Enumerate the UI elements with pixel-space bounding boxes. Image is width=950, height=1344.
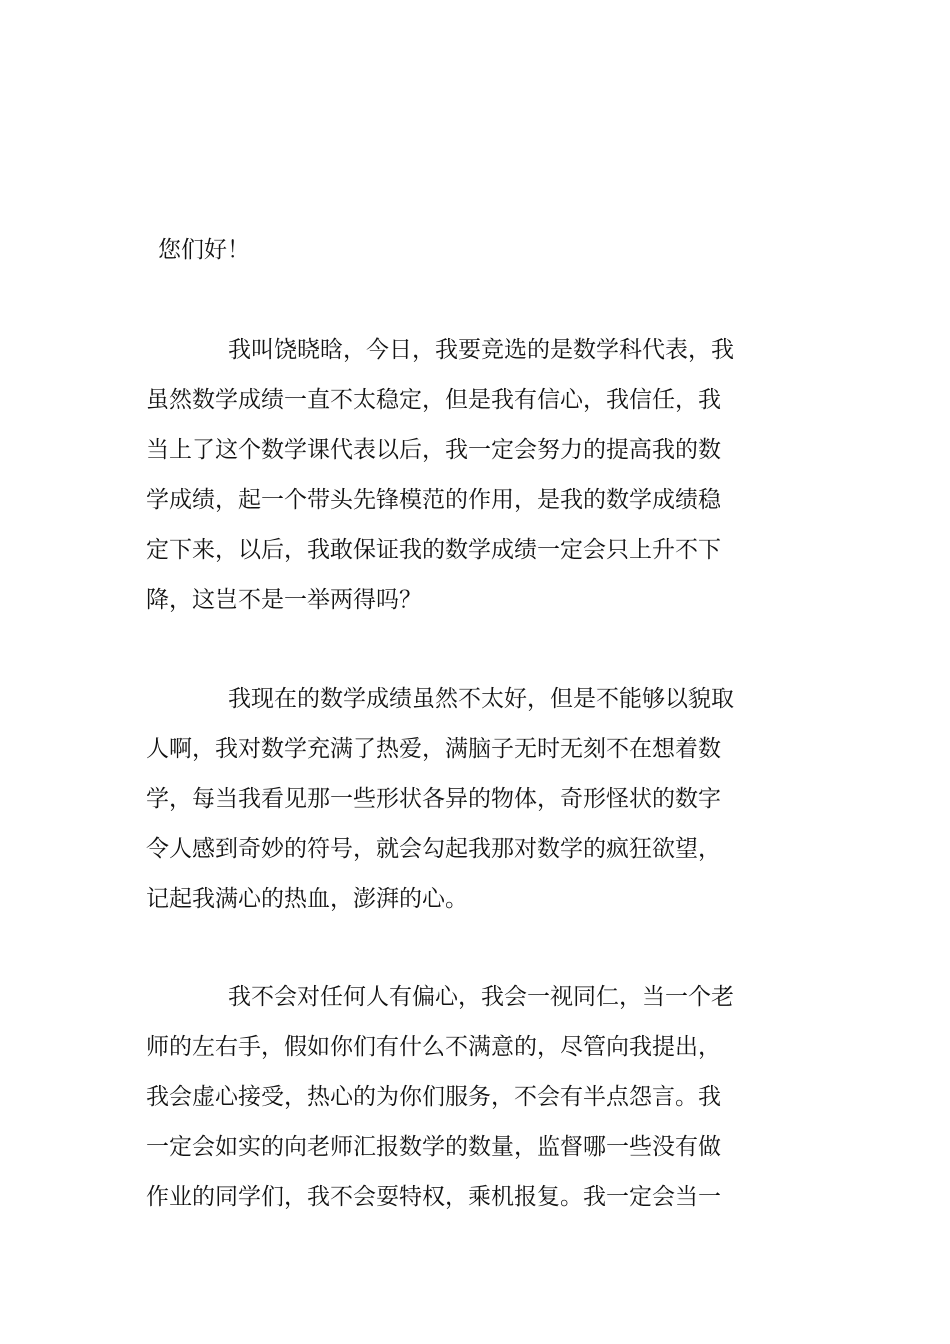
paragraph-3 xyxy=(146,972,816,1222)
paragraph-line: 一定会如实的向老师汇报数学的数量，监督哪一些没有做 xyxy=(146,1134,721,1160)
paragraph-line: 降，这岂不是一举两得吗？ xyxy=(146,587,422,613)
paragraph-line: 学，每当我看见那一些形状各异的物体，奇形怪状的数字 xyxy=(146,786,721,812)
paragraph-line: 当上了这个数学课代表以后，我一定会努力的提高我的数 xyxy=(146,437,721,463)
paragraph-line: 作业的同学们，我不会耍特权，乘机报复。我一定会当一 xyxy=(146,1184,721,1210)
paragraph-line: 我叫饶晓晗，今日，我要竞选的是数学科代表，我 xyxy=(228,337,734,363)
greeting: 您们好！ xyxy=(158,237,250,263)
paragraph-1 xyxy=(146,325,816,625)
paragraph-2 xyxy=(146,674,816,924)
paragraph-line: 定下来，以后，我敢保证我的数学成绩一定会只上升不下 xyxy=(146,537,721,563)
paragraph-line: 学成绩，起一个带头先锋模范的作用，是我的数学成绩稳 xyxy=(146,487,721,513)
paragraph-line: 师的左右手，假如你们有什么不满意的，尽管向我提出， xyxy=(146,1034,721,1060)
paragraph-line: 人啊，我对数学充满了热爱，满脑子无时无刻不在想着数 xyxy=(146,736,721,762)
paragraph-line: 记起我满心的热血，澎湃的心。 xyxy=(146,886,468,912)
paragraph-line: 我会虚心接受，热心的为你们服务，不会有半点怨言。我 xyxy=(146,1084,721,1110)
paragraph-line: 我现在的数学成绩虽然不太好，但是不能够以貌取 xyxy=(228,686,734,712)
paragraph-line: 虽然数学成绩一直不太稳定，但是我有信心，我信任，我 xyxy=(146,387,721,413)
paragraph-line: 令人感到奇妙的符号，就会勾起我那对数学的疯狂欲望， xyxy=(146,836,721,862)
paragraph-line: 我不会对任何人有偏心，我会一视同仁，当一个老 xyxy=(228,984,734,1010)
